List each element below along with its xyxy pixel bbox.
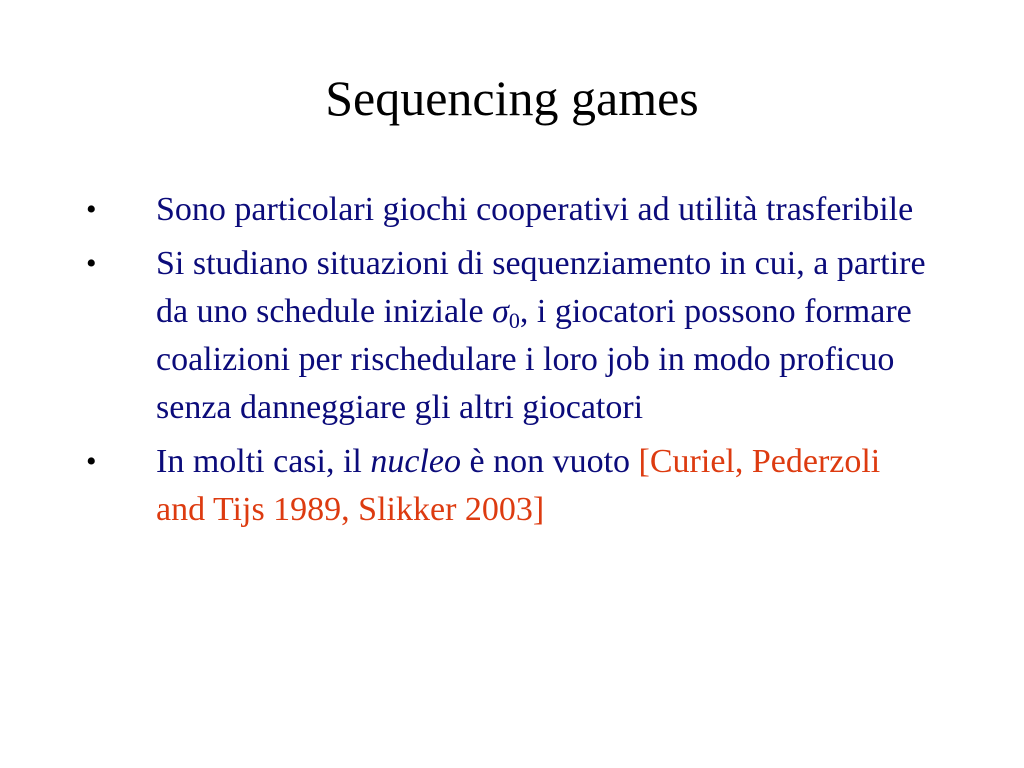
bullet-list [86,186,936,540]
bullet-marker: • [86,247,97,280]
bullet-item-3 [86,438,936,534]
nucleo-emphasis: nucleo [370,443,461,480]
bullet-item-2 [86,240,936,432]
bullet-text-after: è non vuoto [461,443,639,480]
bullet-text-after: , i giocatori possono formare coalizioni per rischedulare i loro job in modo proficuo senza danneggiare gli altri giocatori [156,293,912,426]
bullet-text-before: Si studiano situazioni di sequenziamento in cui, a partire da uno schedule iniziale [156,245,926,330]
slide-title: Sequencing games [325,70,699,126]
sigma-symbol: σ [492,293,509,330]
bullet-marker: • [86,193,97,226]
bullet-marker: • [86,445,97,478]
bullet-text-before: In molti casi, il [156,443,371,480]
citation-reference: [Curiel, Pederzoli and Tijs 1989, Slikker 2003] [156,443,881,528]
sigma-subscript: 0 [508,308,520,333]
bullet-item-1 [86,186,936,234]
bullet-text: Sono particolari giochi cooperativi ad utilità trasferibile [156,191,914,228]
